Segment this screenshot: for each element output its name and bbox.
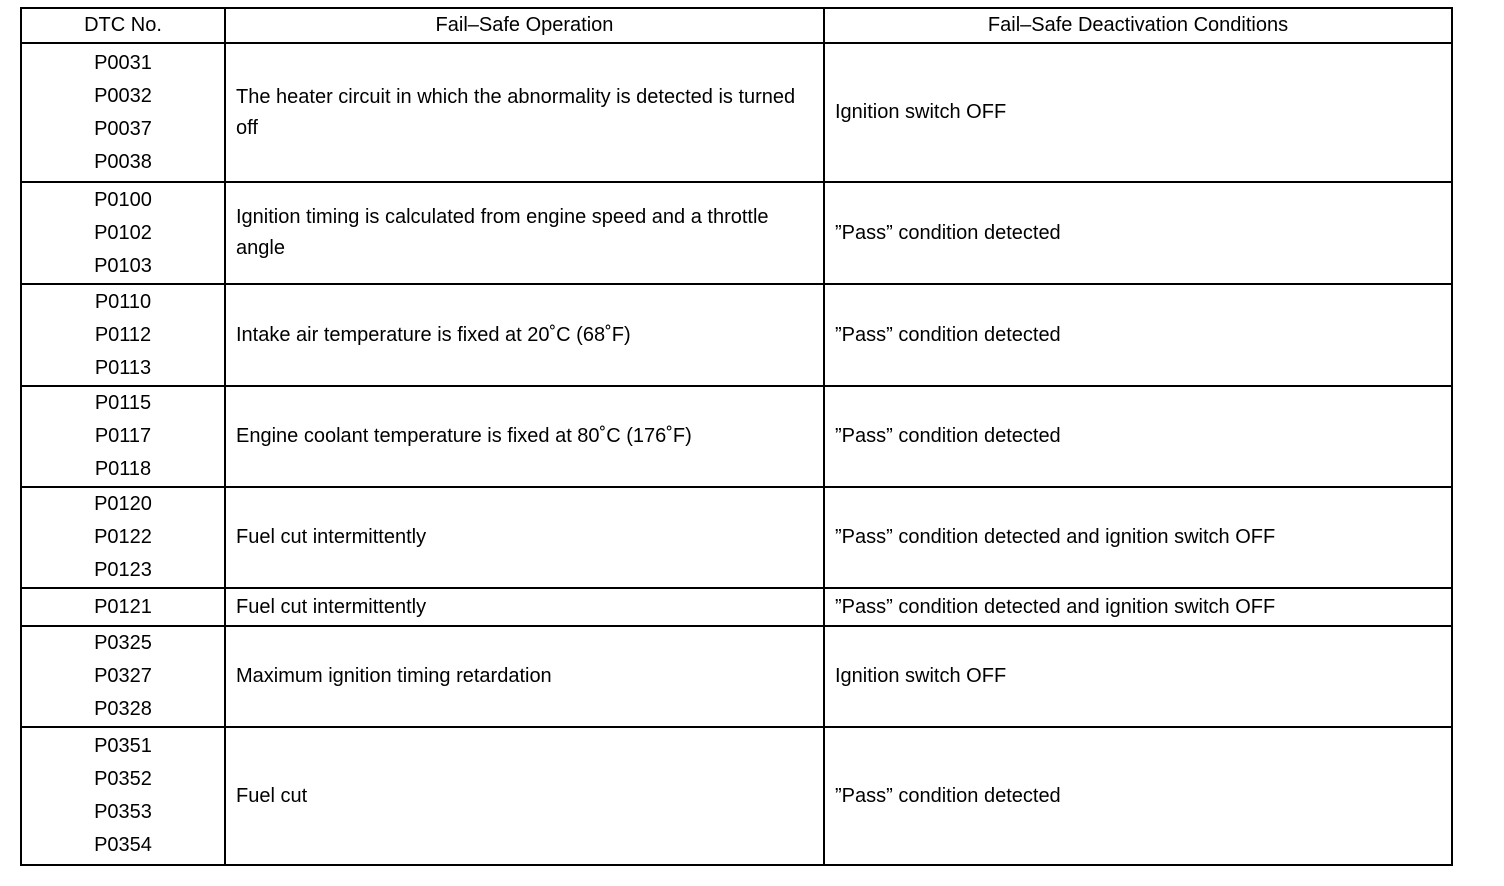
dtc-code: P0325 [94,632,152,654]
operation-cell [225,43,824,182]
dtc-code: P0038 [94,150,152,173]
table-header-row [21,8,1452,43]
operation-text: Fuel cut [236,784,308,807]
deactivation-text: ”Pass” condition detected [835,323,1061,346]
table-row [21,43,1452,182]
dtc-cell [21,182,225,284]
dtc-code: P0031 [94,51,152,74]
operation-text: Intake air temperature is fixed at 20˚C (68˚F) [236,323,631,346]
dtc-cell [21,386,225,487]
deactivation-cell [824,588,1452,626]
operation-text: Fuel cut intermittently [236,526,427,548]
dtc-cell [21,487,225,588]
operation-cell [225,626,824,727]
fail-safe-table [20,7,1453,866]
deactivation-cell [824,284,1452,386]
dtc-cell [21,43,225,182]
dtc-cell [21,626,225,727]
deactivation-text: ”Pass” condition detected [835,425,1061,447]
deactivation-text: ”Pass” condition detected and ignition switch OFF [835,526,1276,548]
operation-cell [225,588,824,626]
dtc-cell [21,588,225,626]
deactivation-cell [824,727,1452,865]
deactivation-cell [824,626,1452,727]
dtc-cell [21,284,225,386]
dtc-code: P0353 [94,801,152,823]
dtc-cell [21,727,225,865]
table-row [21,284,1452,386]
deactivation-text: ”Pass” condition detected [835,221,1061,244]
operation-cell [225,727,824,865]
dtc-code: P0113 [94,356,152,379]
operation-cell [225,386,824,487]
dtc-code: P0354 [94,834,152,856]
dtc-code: P0110 [94,290,152,313]
operation-text: Maximum ignition timing retardation [236,665,552,687]
operation-text: Fuel cut intermittently [236,595,427,618]
dtc-code: P0100 [94,188,152,211]
dtc-code: P0327 [94,665,152,687]
dtc-code: P0102 [94,221,152,244]
deactivation-text: ”Pass” condition detected and ignition switch OFF [835,595,1276,618]
deactivation-text: Ignition switch OFF [835,665,1007,687]
header-fail-safe-operation: Fail–Safe Operation [225,8,824,43]
header-deactivation-conditions: Fail–Safe Deactivation Conditions [824,8,1452,43]
dtc-code: P0032 [94,84,152,107]
dtc-code: P0120 [94,493,152,515]
header-dtc-no: DTC No. [21,8,225,43]
deactivation-text: Ignition switch OFF [835,101,1007,123]
deactivation-cell [824,43,1452,182]
table-row [21,182,1452,284]
dtc-code: P0115 [94,392,152,414]
dtc-code: P0121 [94,595,152,618]
table-row [21,386,1452,487]
fail-safe-table-container [20,7,1451,866]
table-row [21,487,1452,588]
dtc-code: P0351 [94,735,152,757]
table-row [21,727,1452,865]
deactivation-cell [824,182,1452,284]
dtc-code: P0122 [94,526,152,548]
dtc-code: P0123 [94,559,152,581]
deactivation-cell [824,487,1452,588]
dtc-code: P0103 [94,254,152,277]
operation-cell [225,284,824,386]
deactivation-cell [824,386,1452,487]
operation-text: Ignition timing is calculated from engine speed and a throttle angle [236,206,769,259]
dtc-code: P0112 [94,323,152,346]
dtc-code: P0037 [94,117,152,140]
dtc-code: P0117 [94,425,152,447]
deactivation-text: ”Pass” condition detected [835,784,1061,807]
dtc-code: P0118 [94,458,152,480]
operation-text: The heater circuit in which the abnormality is detected is turned off [236,85,796,139]
operation-cell [225,182,824,284]
operation-cell [225,487,824,588]
table-row [21,588,1452,626]
dtc-code: P0328 [94,698,152,720]
operation-text: Engine coolant temperature is fixed at 80˚C (176˚F) [236,425,692,447]
dtc-code: P0352 [94,768,152,790]
table-row [21,626,1452,727]
